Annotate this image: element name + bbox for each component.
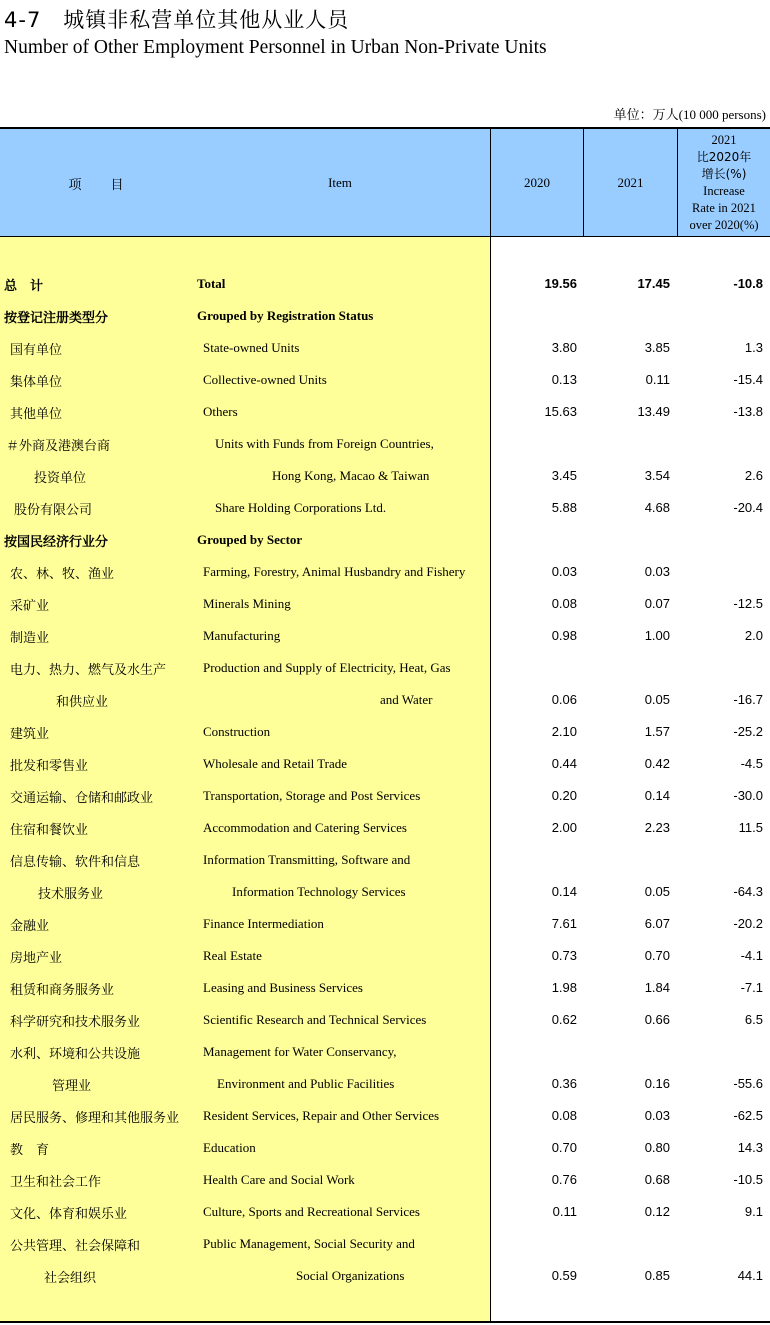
header-rate-line: 增长(%) bbox=[701, 167, 747, 181]
value-2020: 3.80 bbox=[551, 340, 577, 355]
value-2020: 0.03 bbox=[551, 564, 577, 579]
increase-rate: -62.5 bbox=[733, 1108, 763, 1123]
row-label-cn: 居民服务、修理和其他服务业 bbox=[10, 1111, 180, 1126]
table-row bbox=[0, 780, 770, 812]
value-2021: 3.85 bbox=[644, 340, 670, 355]
row-label-cn: 集体单位 bbox=[10, 375, 63, 390]
row-label-cn: 住宿和餐饮业 bbox=[10, 823, 89, 838]
row-label-cn: 管理业 bbox=[52, 1079, 92, 1094]
row-label-cn: 技术服务业 bbox=[38, 887, 104, 902]
unit-label-en: (10 000 persons) bbox=[678, 107, 766, 122]
row-label-cn: 和供应业 bbox=[56, 695, 109, 710]
header-rate-line: Increase bbox=[703, 184, 745, 198]
row-label-cn: 信息传输、软件和信息 bbox=[10, 855, 141, 870]
value-2020: 0.08 bbox=[551, 596, 577, 611]
value-2021: 0.85 bbox=[644, 1268, 670, 1283]
row-label-en: Share Holding Corporations Ltd. bbox=[215, 500, 387, 515]
increase-rate: -12.5 bbox=[733, 596, 763, 611]
increase-rate: -20.4 bbox=[733, 500, 763, 515]
increase-rate: -15.4 bbox=[733, 372, 763, 387]
value-2021: 6.07 bbox=[644, 916, 670, 931]
header-rate-line: over 2020(%) bbox=[689, 218, 759, 232]
row-label-en: Units with Funds from Foreign Countries, bbox=[215, 436, 434, 451]
table-row bbox=[0, 524, 770, 556]
value-2020: 0.59 bbox=[551, 1268, 577, 1283]
value-2021: 0.05 bbox=[644, 884, 670, 899]
value-2021: 0.03 bbox=[644, 564, 670, 579]
value-2020: 2.10 bbox=[551, 724, 577, 739]
header-rule bbox=[0, 236, 770, 237]
value-2021: 0.70 bbox=[644, 948, 670, 963]
increase-rate: -7.1 bbox=[740, 980, 763, 995]
table-row bbox=[0, 620, 770, 652]
value-2020: 0.11 bbox=[552, 1204, 577, 1219]
row-label-en: Real Estate bbox=[203, 948, 262, 963]
row-label-en: Transportation, Storage and Post Services bbox=[203, 788, 421, 803]
row-label-cn: 国有单位 bbox=[10, 343, 63, 358]
value-2020: 0.20 bbox=[551, 788, 577, 803]
row-label-en: Grouped by Sector bbox=[197, 532, 303, 547]
increase-rate: 1.3 bbox=[744, 340, 763, 355]
value-2021: 0.05 bbox=[644, 692, 670, 707]
row-label-cn: 科学研究和技术服务业 bbox=[10, 1015, 141, 1030]
row-label-cn: 总 计 bbox=[4, 279, 44, 294]
table-row bbox=[0, 1100, 770, 1132]
row-label-en: Resident Services, Repair and Other Services bbox=[203, 1108, 440, 1123]
value-2020: 0.73 bbox=[551, 948, 577, 963]
row-label-cn: 建筑业 bbox=[10, 727, 50, 742]
table-row bbox=[0, 428, 770, 460]
value-2020: 0.13 bbox=[551, 372, 577, 387]
row-label-en: Total bbox=[197, 276, 226, 291]
header-rate-line: 比2020年 bbox=[696, 150, 752, 164]
row-label-en: Culture, Sports and Recreational Services bbox=[203, 1204, 420, 1219]
increase-rate: 6.5 bbox=[744, 1012, 763, 1027]
increase-rate: -10.8 bbox=[733, 276, 763, 291]
table-row bbox=[0, 1228, 770, 1260]
increase-rate: -55.6 bbox=[733, 1076, 763, 1091]
table-row bbox=[0, 876, 770, 908]
value-2020: 1.98 bbox=[551, 980, 577, 995]
table-row bbox=[0, 812, 770, 844]
value-2020: 0.06 bbox=[551, 692, 577, 707]
table-row bbox=[0, 716, 770, 748]
table-row bbox=[0, 556, 770, 588]
value-2021: 0.66 bbox=[644, 1012, 670, 1027]
row-label-en: Environment and Public Facilities bbox=[217, 1076, 395, 1091]
row-label-en: Information Transmitting, Software and bbox=[203, 852, 411, 867]
value-2021: 2.23 bbox=[644, 820, 670, 835]
unit-label-cn: 单位：万人 bbox=[613, 108, 679, 123]
row-label-cn: 教 育 bbox=[10, 1143, 50, 1158]
table-row bbox=[0, 268, 770, 300]
increase-rate: -4.5 bbox=[740, 756, 763, 771]
table-row bbox=[0, 396, 770, 428]
row-label-en: Management for Water Conservancy, bbox=[203, 1044, 397, 1059]
row-label-cn: 批发和零售业 bbox=[10, 759, 89, 774]
row-label-cn: 金融业 bbox=[10, 919, 50, 934]
header-rate-line: Rate in 2021 bbox=[692, 201, 756, 215]
increase-rate: -13.8 bbox=[733, 404, 763, 419]
value-2020: 0.62 bbox=[551, 1012, 577, 1027]
row-label-cn: 投资单位 bbox=[34, 471, 87, 486]
value-2021: 3.54 bbox=[644, 468, 670, 483]
table-row bbox=[0, 844, 770, 876]
value-2021: 13.49 bbox=[637, 404, 670, 419]
row-label-en: Scientific Research and Technical Services bbox=[203, 1012, 427, 1027]
header-2021: 2021 bbox=[617, 175, 644, 190]
value-2020: 0.76 bbox=[551, 1172, 577, 1187]
table-row bbox=[0, 684, 770, 716]
row-label-en: Public Management, Social Security and bbox=[203, 1236, 415, 1251]
table-row bbox=[0, 364, 770, 396]
bottom-rule bbox=[0, 1321, 770, 1323]
value-2021: 0.07 bbox=[644, 596, 670, 611]
table-row bbox=[0, 1260, 770, 1292]
row-label-en: and Water bbox=[380, 692, 433, 707]
value-2021: 0.14 bbox=[644, 788, 670, 803]
value-2021: 1.57 bbox=[644, 724, 670, 739]
row-label-en: Minerals Mining bbox=[203, 596, 291, 611]
value-2021: 4.68 bbox=[644, 500, 670, 515]
row-label-en: Construction bbox=[203, 724, 271, 739]
table-row bbox=[0, 588, 770, 620]
row-label-cn: 水利、环境和公共设施 bbox=[10, 1047, 141, 1062]
header-2020: 2020 bbox=[524, 175, 550, 190]
value-2021: 0.03 bbox=[644, 1108, 670, 1123]
row-label-en: Health Care and Social Work bbox=[203, 1172, 355, 1187]
value-2020: 0.08 bbox=[551, 1108, 577, 1123]
row-label-en: Leasing and Business Services bbox=[203, 980, 363, 995]
table-row bbox=[0, 940, 770, 972]
row-label-en: Hong Kong, Macao & Taiwan bbox=[272, 468, 430, 483]
table-row bbox=[0, 652, 770, 684]
value-2021: 17.45 bbox=[637, 276, 670, 291]
header-rate bbox=[678, 132, 770, 234]
header-rate-line: 2021 bbox=[711, 133, 737, 147]
value-2021: 1.00 bbox=[644, 628, 670, 643]
row-label-cn: 电力、热力、燃气及水生产 bbox=[10, 663, 167, 678]
increase-rate: -16.7 bbox=[733, 692, 763, 707]
row-label-cn: 租赁和商务服务业 bbox=[10, 983, 115, 998]
table-row bbox=[0, 1036, 770, 1068]
row-label-en: Collective-owned Units bbox=[203, 372, 327, 387]
row-label-en: Wholesale and Retail Trade bbox=[203, 756, 348, 771]
row-label-en: Others bbox=[203, 404, 238, 419]
row-label-en: Manufacturing bbox=[203, 628, 281, 643]
value-2020: 0.44 bbox=[551, 756, 577, 771]
table-row bbox=[0, 1068, 770, 1100]
row-label-cn: 社会组织 bbox=[44, 1271, 97, 1286]
value-2020: 3.45 bbox=[551, 468, 577, 483]
row-label-en: Grouped by Registration Status bbox=[197, 308, 374, 323]
table-row bbox=[0, 748, 770, 780]
row-label-en: Accommodation and Catering Services bbox=[203, 820, 407, 835]
header-item-cn: 项 目 bbox=[68, 178, 132, 193]
row-label-cn: 文化、体育和娱乐业 bbox=[10, 1207, 128, 1222]
increase-rate: 9.1 bbox=[744, 1204, 763, 1219]
increase-rate: -30.0 bbox=[733, 788, 763, 803]
row-label-cn: 按登记注册类型分 bbox=[4, 311, 109, 326]
value-2020: 7.61 bbox=[551, 916, 577, 931]
value-2021: 0.80 bbox=[644, 1140, 670, 1155]
table-row bbox=[0, 300, 770, 332]
value-2020: 0.70 bbox=[551, 1140, 577, 1155]
table-row bbox=[0, 1004, 770, 1036]
value-2021: 0.16 bbox=[644, 1076, 670, 1091]
row-label-en: Finance Intermediation bbox=[203, 916, 324, 931]
table-row bbox=[0, 1196, 770, 1228]
increase-rate: 44.1 bbox=[737, 1268, 763, 1283]
row-label-cn: 其他单位 bbox=[10, 407, 63, 422]
increase-rate: -10.5 bbox=[733, 1172, 763, 1187]
table-row bbox=[0, 1164, 770, 1196]
increase-rate: -64.3 bbox=[733, 884, 763, 899]
table-row bbox=[0, 460, 770, 492]
value-2020: 15.63 bbox=[544, 404, 577, 419]
value-2020: 0.98 bbox=[551, 628, 577, 643]
row-label-cn: 股份有限公司 bbox=[14, 503, 93, 518]
row-label-cn: 制造业 bbox=[10, 631, 50, 646]
top-rule bbox=[0, 127, 770, 129]
increase-rate: 11.5 bbox=[738, 820, 763, 835]
row-label-cn: 农、林、牧、渔业 bbox=[10, 567, 115, 582]
table-row bbox=[0, 1132, 770, 1164]
increase-rate: -20.2 bbox=[733, 916, 763, 931]
value-2021: 0.12 bbox=[644, 1204, 670, 1219]
row-label-cn: 交通运输、仓储和邮政业 bbox=[10, 791, 154, 806]
table-row bbox=[0, 492, 770, 524]
value-2020: 19.56 bbox=[544, 276, 577, 291]
header-item-en: Item bbox=[328, 175, 352, 190]
value-2021: 1.84 bbox=[644, 980, 670, 995]
row-label-cn: 采矿业 bbox=[10, 599, 50, 614]
increase-rate: 2.6 bbox=[744, 468, 763, 483]
row-label-cn: 卫生和社会工作 bbox=[10, 1175, 102, 1190]
value-2020: 2.00 bbox=[551, 820, 577, 835]
row-label-cn: 房地产业 bbox=[10, 951, 63, 966]
value-2020: 5.88 bbox=[551, 500, 577, 515]
row-label-en: Information Technology Services bbox=[232, 884, 406, 899]
table-title-en: Number of Other Employment Personnel in Urban Non-Private Units bbox=[4, 37, 547, 58]
increase-rate: 2.0 bbox=[744, 628, 763, 643]
value-2020: 0.14 bbox=[551, 884, 577, 899]
unit-label bbox=[614, 104, 766, 123]
row-label-cn: 按国民经济行业分 bbox=[4, 535, 109, 550]
row-label-en: Social Organizations bbox=[296, 1268, 405, 1283]
value-2021: 0.42 bbox=[644, 756, 670, 771]
row-label-en: Production and Supply of Electricity, Heat, Gas bbox=[203, 660, 451, 675]
row-label-cn: 公共管理、社会保障和 bbox=[10, 1239, 141, 1254]
row-label-en: State-owned Units bbox=[203, 340, 300, 355]
row-label-cn: ＃外商及港澳台商 bbox=[6, 439, 111, 454]
value-2021: 0.68 bbox=[644, 1172, 670, 1187]
increase-rate: -4.1 bbox=[740, 948, 763, 963]
row-label-en: Education bbox=[203, 1140, 256, 1155]
table-row bbox=[0, 972, 770, 1004]
value-2021: 0.11 bbox=[645, 372, 670, 387]
row-label-en: Farming, Forestry, Animal Husbandry and Fishery bbox=[203, 564, 466, 579]
table-row bbox=[0, 332, 770, 364]
table-row bbox=[0, 908, 770, 940]
value-2020: 0.36 bbox=[551, 1076, 577, 1091]
increase-rate: 14.3 bbox=[737, 1140, 763, 1155]
increase-rate: -25.2 bbox=[733, 724, 763, 739]
table-title-cn: 4-7 城镇非私营单位其他从业人员 bbox=[4, 8, 350, 32]
